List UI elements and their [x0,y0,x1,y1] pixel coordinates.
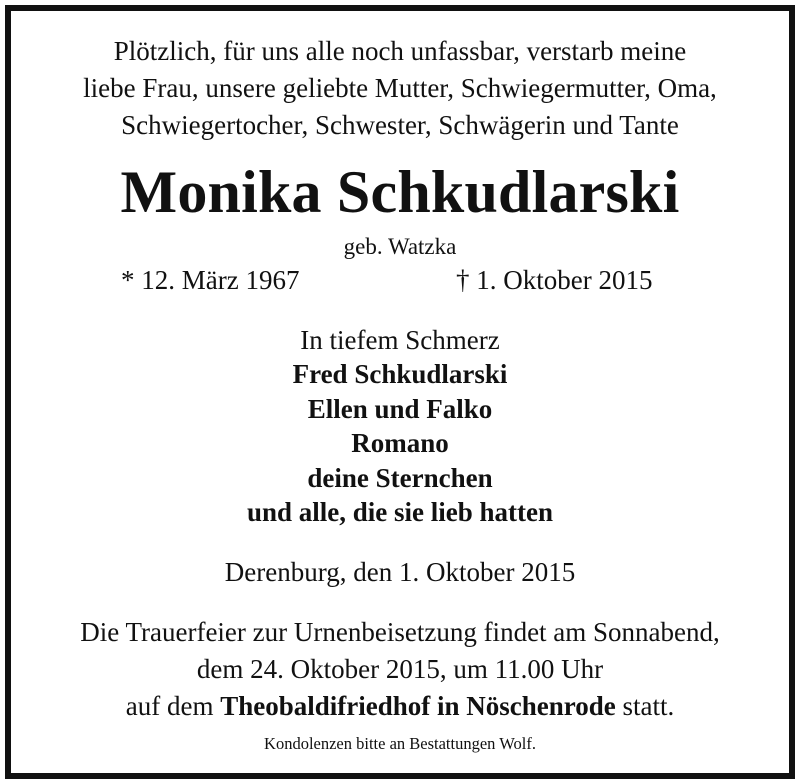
mourner-name: deine Sternchen [307,462,493,493]
funeral-line [11,688,789,725]
place-date: Derenburg, den 1. Oktober 2015 [224,557,576,587]
mourner-name: und alle, die sie lieb hatten [246,497,554,527]
deceased-name: Monika Schkudlarski [120,159,680,225]
funeral-line: Die Trauerfeier zur Urnenbeisetzung findet am Sonnabend, [80,617,720,647]
mourner-name: Fred Schkudlarski [292,359,508,389]
intro-line: Plötzlich, für uns alle noch unfassbar, verstarb meine [113,36,687,66]
funeral-location: Theobaldifriedhof in Nöschenrode [220,691,616,721]
funeral-info [11,614,789,725]
funeral-line: dem 24. Oktober 2015, um 11.00 Uhr [196,654,604,684]
mourner-name: Ellen und Falko [307,393,493,424]
death-date: † 1. Oktober 2015 [456,265,653,295]
intro-text [11,33,789,144]
mourners-list [11,357,789,530]
obituary-content [11,11,789,773]
obituary-frame [5,5,795,779]
funeral-location-suffix: statt. [615,691,675,721]
mourner-name: Romano [351,428,449,458]
intro-line: Schwiegertocher, Schwester, Schwägerin und Tante [121,110,679,140]
condolences-note: Kondolenzen bitte an Bestattungen Wolf. [264,734,536,753]
maiden-name: geb. Watzka [343,234,457,259]
intro-line: liebe Frau, unsere geliebte Mutter, Schwiegermutter, Oma, [83,73,717,103]
funeral-location-prefix: auf dem [125,691,221,721]
birth-date: * 12. März 1967 [121,265,300,295]
mourning-intro: In tiefem Schmerz [300,325,500,355]
